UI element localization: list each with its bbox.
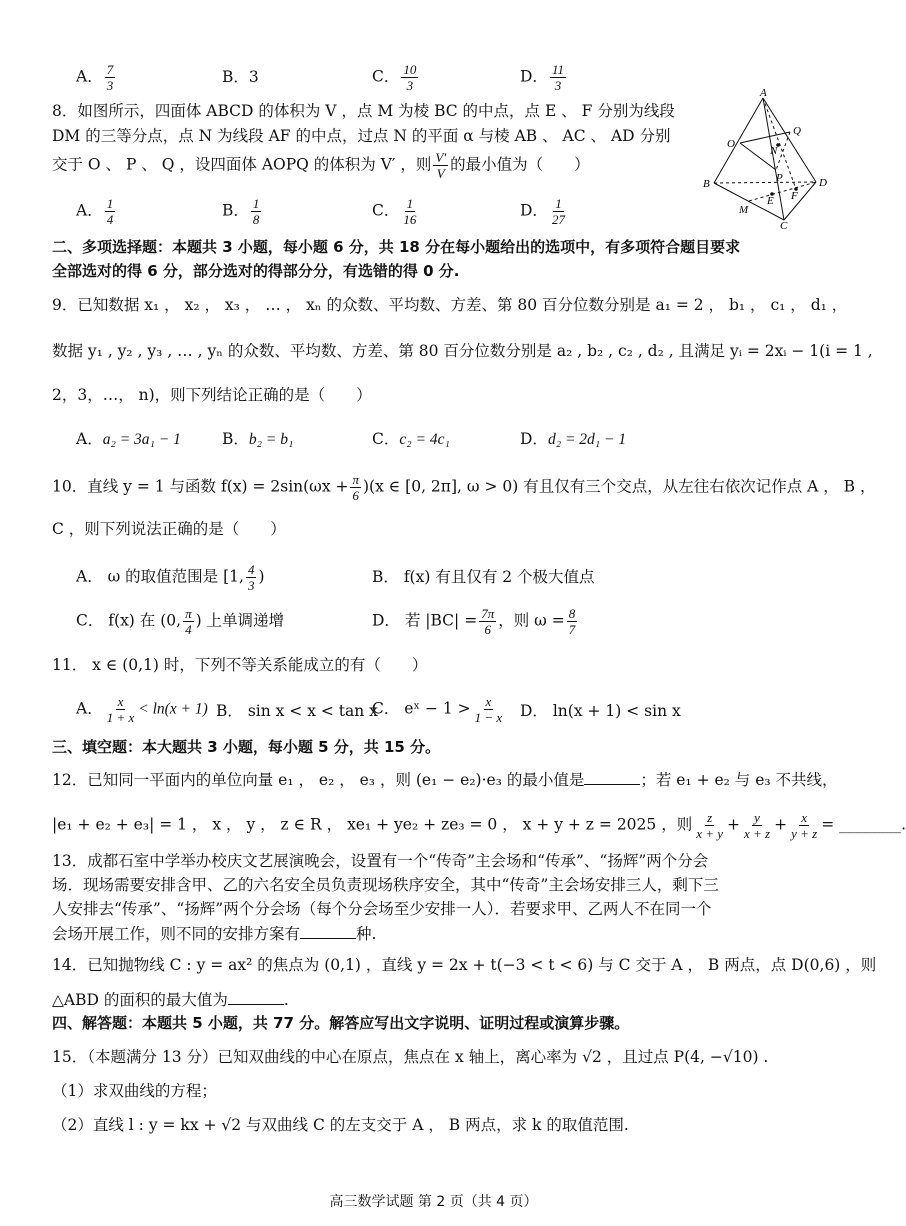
q11-option-b: B． sin x < x < tan x	[216, 702, 378, 720]
q15-part-1: （1）求双曲线的方程；	[52, 1082, 217, 1100]
q12-line-1: 12．已知同一平面内的单位向量 e₁ ， e₂ ， e₃ ，则 (e₁ − e₂)·e₃ 的最小值是 ；若 e₁ + e₂ 与 e₃ 不共线，	[52, 768, 838, 791]
q12-line-2: |e₁ + e₂ + e₃| = 1 ， x ， y ， z ∈ R ， xe₁ + ye₂ + ze₃ = 0 ， x + y + z = 2025 ，则 $\frac{z}{x + y}$ + $\frac{y}{x + z}$ + $\frac{x}{y + z}$ = ________.	[52, 810, 906, 841]
q7-option-b: B．3	[222, 68, 259, 86]
q14-answer-blank	[228, 988, 284, 1005]
q9-option-d: D．d₂ = 2d₁ − 1	[520, 430, 627, 448]
q10-option-d: D． 若 |BC| = $\frac{7\pi}{6}$ ，则 ω = $\frac{8}{7}$	[372, 606, 576, 637]
q8-line-2: DM 的三等分点，点 N 为线段 AF 的中点，过点 N 的平面 α 与棱 AB 、 AC 、 AD 分别	[52, 127, 671, 145]
q7-option-d: D． $\frac{11}{3}$	[520, 62, 564, 93]
q7-option-c: C． $\frac{10}{3}$	[372, 62, 417, 93]
page-footer: 高三数学试题 第 2 页（共 4 页）	[329, 1194, 538, 1210]
figure-label-q: Q	[793, 125, 801, 137]
q11-line-1: 11． x ∈ (0,1) 时，下列不等关系能成立的有（ ）	[52, 656, 428, 674]
section-4-heading: 四、解答题：本题共 5 小题，共 77 分。解答应写出文字说明、证明过程或演算步骤。	[52, 1014, 630, 1032]
q10-line-1: 10．直线 y = 1 与函数 f(x) = 2sin(ωx + $\frac{\pi}{6}$ )(x ∈ [0, 2π], ω > 0) 有且仅有三个交点，从左往右依次记作点 A ， B ，	[52, 472, 876, 503]
figure-label-a: A	[760, 87, 767, 99]
q9-option-a: A．a₂ = 3a₁ − 1	[76, 430, 181, 448]
tetrahedron-figure	[700, 88, 835, 230]
q13-line-2: 场．现场需要安排含甲、乙的六名安全员负责现场秩序安全，其中“传奇”主会场安排三人，剩下三	[52, 876, 719, 894]
q15-part-2: （2）直线 l : y = kx + √2 与双曲线 C 的左支交于 A ， B 两点，求 k 的取值范围.	[52, 1116, 629, 1134]
q15-line-1: 15．（本题满分 13 分）已知双曲线的中心在原点，焦点在 x 轴上，离心率为 √2 ，且过点 P(4, −√10) .	[52, 1048, 769, 1066]
q8-option-b: B． $\frac{1}{8}$	[222, 196, 260, 227]
q8-option-a: A． $\frac{1}{4}$	[76, 196, 114, 227]
q11-option-c: C． eˣ − 1 > $\frac{x}{1 - x}$	[372, 694, 503, 725]
q13-line-1: 13．成都石室中学举办校庆文艺展演晚会，设置有一个“传奇”主会场和“传承”、“扬辉”两个分会	[52, 852, 709, 870]
q9-option-c: C．c₂ = 4c₁	[372, 430, 450, 448]
section-2-heading-cont: 全部选对的得 6 分，部分选对的得部分分，有选错的得 0 分.	[52, 262, 460, 280]
q13-line-4: 会场开展工作，则不同的安排方案有 种.	[52, 922, 376, 945]
q8-option-c: C． $\frac{1}{16}$	[372, 196, 417, 227]
figure-label-e: E	[767, 195, 774, 207]
q10-option-a: A． ω 的取值范围是 [1, $\frac{4}{3}$ )	[76, 562, 265, 593]
figure-label-m: M	[739, 204, 749, 216]
q7-option-a: A． $\frac{7}{3}$	[76, 62, 114, 93]
figure-label-c: C	[780, 220, 788, 232]
figure-label-d: D	[819, 177, 827, 189]
q11-option-d: D． ln(x + 1) < sin x	[520, 702, 681, 720]
section-3-heading: 三、填空题：本大题共 3 小题，每小题 5 分，共 15 分。	[52, 738, 441, 756]
figure-label-n: N	[770, 145, 778, 157]
q8-line-3: 交于 O 、 P 、 Q ，设四面体 AOPQ 的体积为 V′ ，则 $\frac{V'}{V}$ 的最小值为（ ）	[52, 150, 590, 181]
q8-option-d: D． $\frac{1}{27}$	[520, 196, 565, 227]
q10-option-b: B． f(x) 有且仅有 2 个极大值点	[372, 568, 595, 586]
q11-option-a: A． $\frac{x}{1 + x}$ < ln(x + 1)	[76, 694, 208, 725]
section-2-heading: 二、多项选择题：本题共 3 小题，每小题 6 分，共 18 分在每小题给出的选项中，有多项符合题目要求	[52, 238, 741, 256]
q9-line-1: 9．已知数据 x₁ ， x₂ ， x₃ ， … ， xₙ 的众数、平均数、方差、第 80 百分位数分别是 a₁ = 2 ， b₁ ， c₁ ， d₁ ，	[52, 296, 848, 314]
q10-line-2: C ，则下列说法正确的是（ ）	[52, 520, 286, 538]
q13-answer-blank	[300, 922, 356, 939]
q8-line-1: 8．如图所示，四面体 ABCD 的体积为 V ，点 M 为棱 BC 的中点，点 E 、 F 分别为线段	[52, 102, 675, 120]
figure-label-p: P	[776, 172, 783, 184]
q13-line-3: 人安排去“传承”、“扬辉”两个分会场（每个分会场至少安排一人）．若要求甲、乙两人不在同一个	[52, 900, 712, 918]
figure-label-f: F	[791, 190, 798, 202]
q9-line-2: 数据 y₁ , y₂ , y₃ , … , yₙ 的众数、平均数、方差、第 80 百分位数分别是 a₂ , b₂ , c₂ , d₂ , 且满足 yᵢ = 2xᵢ − 1(i = 1 ,	[52, 342, 873, 360]
figure-label-o: O	[727, 138, 735, 150]
q14-line-1: 14．已知抛物线 C : y = ax² 的焦点为 (0,1) ，直线 y = 2x + t(−3 < t < 6) 与 C 交于 A ， B 两点，点 D(0,6) ，则	[52, 956, 877, 974]
figure-label-b: B	[703, 178, 710, 190]
q9-option-b: B．b₂ = b₁	[222, 430, 294, 448]
q10-option-c: C． f(x) 在 (0, $\frac{\pi}{4}$ ) 上单调递增	[76, 606, 285, 637]
q14-line-2: △ABD 的面积的最大值为 .	[52, 988, 289, 1011]
q9-line-3: 2，3，…， n)，则下列结论正确的是（ ）	[52, 386, 372, 404]
q12-answer-blank-1	[584, 768, 640, 785]
